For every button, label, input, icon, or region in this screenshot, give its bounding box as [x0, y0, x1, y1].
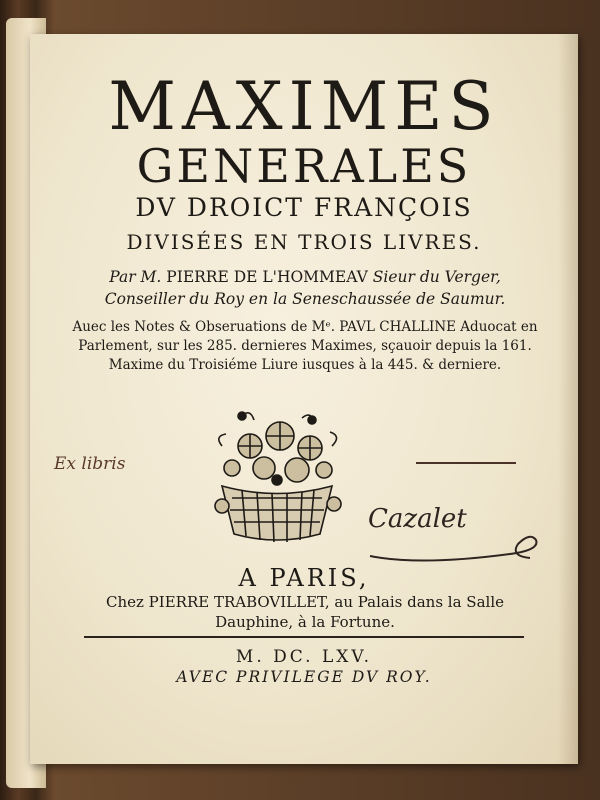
title-line-2: GENERALES: [136, 139, 472, 193]
title-line-4: DIVISÉES EN TROIS LIVRES.: [126, 230, 482, 254]
imprint-date: M. DC. LXV.: [235, 647, 373, 667]
author-prefix: Par M.: [109, 268, 162, 286]
notes-block: [50, 318, 560, 375]
imprint-rule: [84, 636, 524, 638]
signature-flourish: [360, 504, 550, 568]
printer-line-2: Dauphine, à la Fortune.: [215, 613, 395, 631]
author-title: Sieur du Verger,: [372, 268, 501, 286]
imprint-place: A PARIS,: [238, 564, 370, 592]
author-block: [50, 266, 560, 310]
notes-line-3: Maxime du Troisiéme Liure iusques à la 445. & derniere.: [108, 357, 502, 373]
royal-privilege: AVEC PRIVILEGE DV ROY.: [176, 668, 432, 686]
imprint-printer: [50, 592, 560, 632]
flower-basket-vignette: [202, 406, 352, 556]
ink-strike-line: [416, 462, 516, 464]
title-page: [30, 34, 578, 764]
author-name: PIERRE DE L'HOMMEAV: [166, 268, 368, 286]
manuscript-ex-libris: Ex libris: [54, 454, 126, 474]
manuscript-signature: Cazalet: [368, 504, 467, 534]
printer-line-1: Chez PIERRE TRABOVILLET, au Palais dans la Salle: [106, 593, 504, 611]
title-line-1: MAXIMES: [108, 68, 500, 145]
notes-line-2: Parlement, sur les 285. dernieres Maximes, sçauoir depuis la 161.: [78, 338, 532, 354]
notes-line-1: Auec les Notes & Obseruations de Mᵉ. PAVL CHALLINE Aduocat en: [72, 319, 538, 335]
author-office: Conseiller du Roy en la Seneschaussée de Saumur.: [104, 290, 506, 308]
title-line-3: DV DROICT FRANÇOIS: [135, 193, 473, 222]
